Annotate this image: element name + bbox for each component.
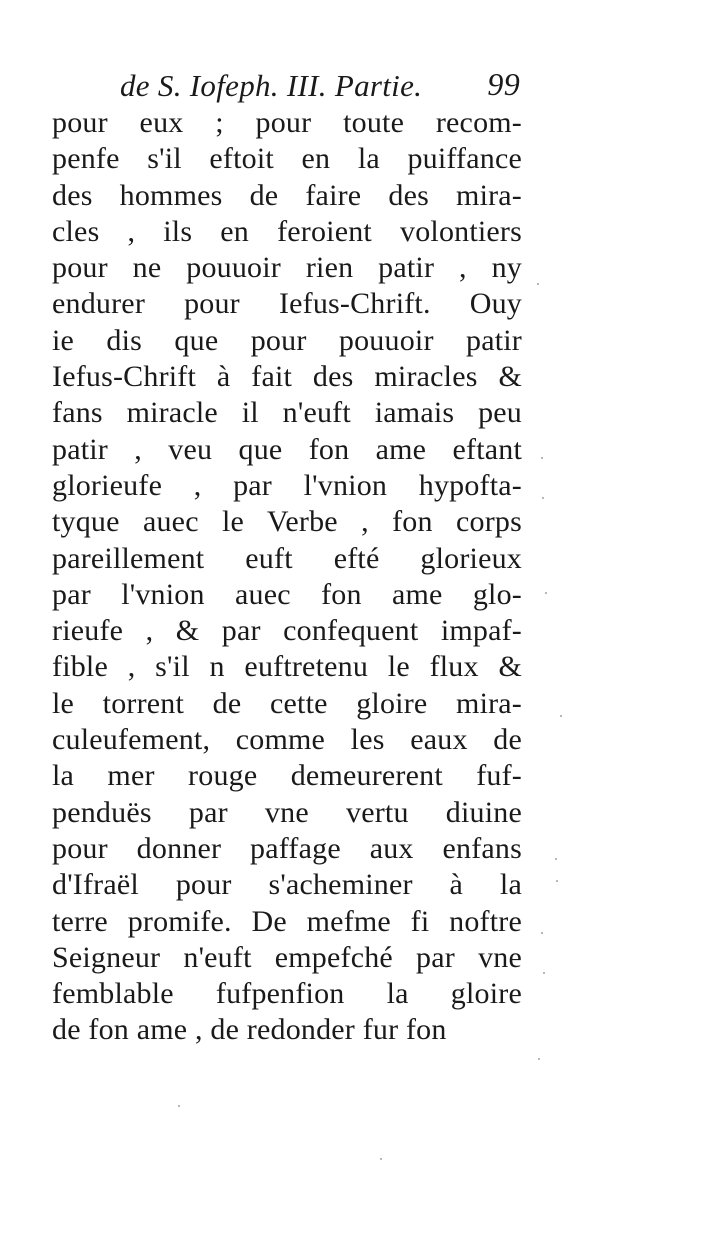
text-line: la mer rouge demeurerent fuf-	[52, 759, 522, 793]
text-line: culeufement, comme les eaux de	[52, 723, 522, 757]
text-line: le torrent de cette gloire mira-	[52, 686, 522, 720]
running-head-title: de S. Iofeph. III. Partie.	[120, 68, 423, 103]
scan-speck	[543, 972, 545, 974]
text-line: tyque auec le Verbe , fon corps	[52, 505, 522, 539]
scan-watermark	[575, 1203, 705, 1219]
text-line: patir , veu que fon ame eftant	[52, 432, 522, 466]
text-line: fible , s'il n euftretenu le flux &	[52, 650, 522, 684]
scan-speck	[541, 457, 543, 459]
text-line: Iefus-Chrift à fait des miracles &	[52, 360, 522, 394]
scan-speck	[380, 1158, 382, 1160]
text-line: ie dis que pour pouuoir patir	[52, 323, 522, 357]
text-line: pareillement euft efté glorieux	[52, 541, 522, 575]
text-line: de fon ame , de redonder fur fon	[52, 1013, 447, 1047]
text-line: rieufe , & par confequent impaf-	[52, 614, 522, 648]
scan-speck	[178, 1105, 180, 1107]
page-number: 99	[487, 66, 520, 102]
text-line: glorieufe , par l'vnion hypofta-	[52, 468, 522, 502]
text-line: pour donner paffage aux enfans	[52, 831, 522, 865]
text-line: penduës par vne vertu diuine	[52, 795, 522, 829]
text-line: cles , ils en feroient volontiers	[52, 214, 522, 248]
text-line: par l'vnion auec fon ame glo-	[52, 577, 522, 611]
text-line: des hommes de faire des mira-	[52, 178, 522, 212]
text-line: femblable fufpenfion la gloire	[52, 977, 522, 1011]
scan-speck	[538, 1058, 540, 1060]
text-line: terre promife. De mefme fi noftre	[52, 904, 522, 938]
text-line: penfe s'il eftoit en la puiffance	[52, 142, 522, 176]
running-head	[120, 68, 520, 108]
scan-speck	[560, 715, 562, 717]
scan-speck	[556, 880, 558, 882]
text-line: d'Ifraël pour s'acheminer à la	[52, 868, 522, 902]
text-line: endurer pour Iefus-Chrift. Ouy	[52, 287, 522, 321]
scan-speck	[555, 858, 557, 860]
scan-speck	[541, 932, 543, 934]
text-line: fans miracle il n'euft iamais peu	[52, 396, 522, 430]
text-line: Seigneur n'euft empefché par vne	[52, 940, 522, 974]
scan-speck	[537, 283, 539, 285]
scan-speck	[545, 592, 547, 594]
text-line: pour eux ; pour toute recom-	[52, 106, 522, 139]
body-text	[52, 105, 522, 1049]
scan-speck	[542, 497, 544, 499]
text-line: pour ne pouuoir rien patir , ny	[52, 251, 522, 285]
